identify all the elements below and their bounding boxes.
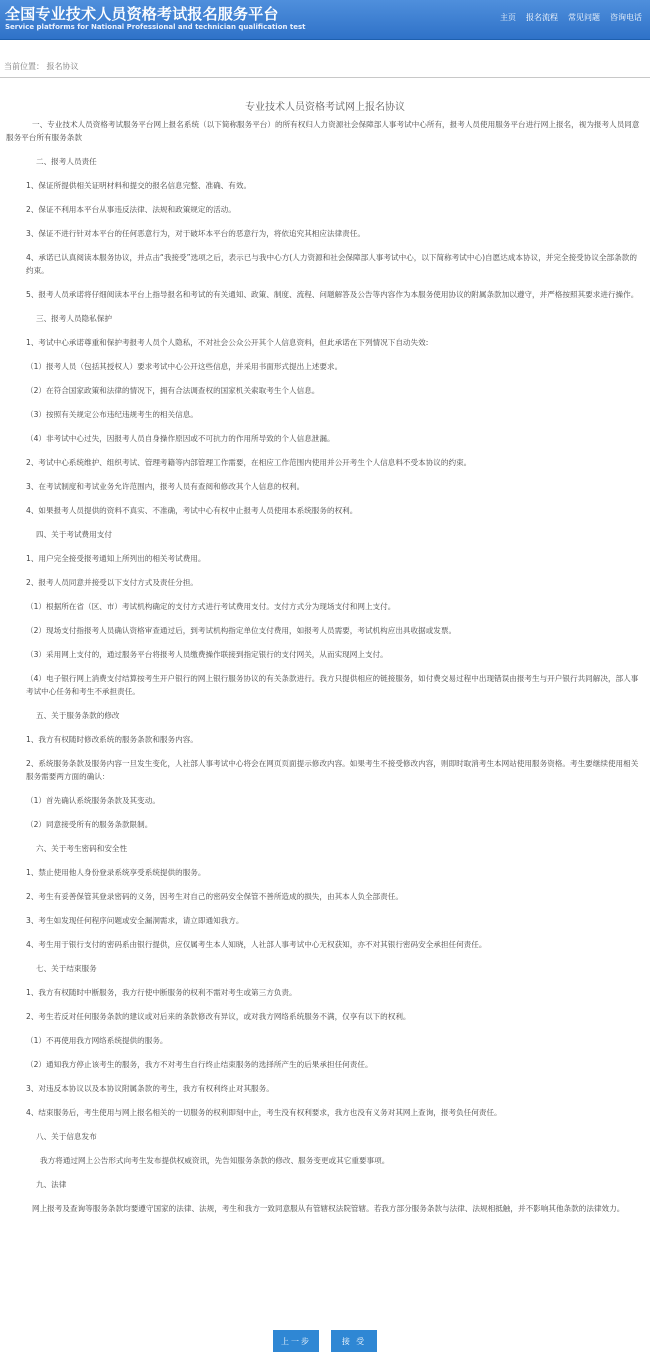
agreement-paragraph: （1）首先确认系统服务条款及其变动。 [26,796,160,805]
section-heading: 三、报考人员隐私保护 [36,314,112,323]
agreement-paragraph: （2）现场支付指报考人员确认资格审查通过后，到考试机构指定单位支付费用，如报考人员需要，考试机构应出具收据或发票。 [26,626,457,635]
agreement-paragraph: 网上报考及查询等服务条款均要遵守国家的法律、法规，考生和我方一致同意服从有管辖权法院管辖。若我方部分服务条款与法律、法规相抵触，并不影响其他条款的法律效力。 [32,1204,625,1213]
agreement-paragraph: 2、考生若反对任何服务条款的建议或对后来的条款修改有异议，或对我方网络系统服务不满，仅享有以下的权利。 [26,1012,411,1021]
agreement-paragraph: （2）在符合国家政策和法律的情况下，拥有合法调查权的国家机关索取考生个人信息。 [26,386,320,395]
agreement-paragraph: （4）电子银行网上消费支付结算按考生开户银行的网上银行服务协议的有关条款进行。我方只提供相应的链接服务，如付费交易过程中出现错误由报考生与开户银行共同解决，部人事考试中心任务和考生不承担责任。 [26,674,639,696]
site-title: 全国专业技术人员资格考试报名服务平台 [5,5,279,23]
nav-registration-process[interactable]: 报名流程 [526,13,558,22]
nav-faq[interactable]: 常见问题 [568,13,600,22]
agreement-paragraph: （4）非考试中心过失，因报考人员自身操作原因或不可抗力的作用所导致的个人信息泄漏。 [26,434,335,443]
breadcrumb-bar [0,56,650,78]
accept-button[interactable]: 接 受 [331,1330,377,1352]
site-subtitle: Service platforms for National Professional and technician qualification test [5,23,306,31]
nav-hotline[interactable]: 咨询电话 [610,13,642,22]
agreement-paragraph: 1、我方有权随时中断服务，我方行使中断服务的权利不需对考生或第三方负责。 [26,988,297,997]
agreement-paragraph: 2、报考人员同意并接受以下支付方式及责任分担。 [26,578,198,587]
agreement-paragraph: （3）按照有关规定公布违纪违规考生的相关信息。 [26,410,198,419]
agreement-paragraph: 一、专业技术人员资格考试服务平台网上报名系统（以下简称服务平台）的所有权归人力资源社会保障部人事考试中心所有，报考人员使用服务平台进行网上报名，视为报考人员同意服务平台所有服务条款 [6,120,640,142]
agreement-paragraph: 4、考生用于银行支付的密码系由银行提供，应仅属考生本人知晓，人社部人事考试中心无权获知，亦不对其银行密码安全承担任何责任。 [26,940,487,949]
section-heading: 七、关于结束服务 [36,964,97,973]
agreement-paragraph: （1）报考人员（包括其授权人）要求考试中心公开这些信息，并采用书面形式提出上述要求。 [26,362,343,371]
agreement-paragraph: 3、对违反本协议以及本协议附属条款的考生，我方有权利终止对其服务。 [26,1084,274,1093]
agreement-paragraph: 1、用户完全接受报考通知上所列出的相关考试费用。 [26,554,206,563]
agreement-title: 专业技术人员资格考试网上报名协议 [245,102,405,113]
section-heading: 五、关于服务条款的修改 [36,711,120,720]
site-header [0,0,650,40]
action-bar [0,1330,650,1352]
agreement-paragraph: （3）采用网上支付的，通过服务平台将报考人员缴费操作联接到指定银行的支付网关，从而实现网上支付。 [26,650,388,659]
agreement-paragraph: 4、如果报考人员提供的资料不真实、不准确，考试中心有权中止报考人员使用本系统服务的权利。 [26,506,358,515]
agreement-paragraph: 4、承诺已认真阅读本服务协议，并点击“我接受”选项之后，表示已与我中心方(人力资源和社会保障部人事考试中心，以下简称考试中心)自愿达成本协议，并完全接受协议全部条款的约束。 [26,253,637,275]
agreement-paragraph: 2、考生有妥善保管其登录密码的义务，因考生对自己的密码安全保管不善所造成的损失，由其本人负全部责任。 [26,892,403,901]
agreement-paragraph: 3、考生如发现任何程序问题或安全漏洞需求，请立即通知我方。 [26,916,244,925]
agreement-paragraph: 2、保证不利用本平台从事违反法律、法规和政策规定的活动。 [26,205,236,214]
agreement-paragraph: 2、系统服务条款及服务内容一旦发生变化，人社部人事考试中心将会在网页页面提示修改内容。如果考生不接受修改内容，则即时取消考生本网站使用服务资格。考生要继续使用相关服务需要两方面的确认： [26,759,639,781]
section-heading: 二、报考人员责任 [36,157,97,166]
section-heading: 六、关于考生密码和安全性 [36,844,128,853]
top-nav [500,12,642,23]
section-heading: 九、法律 [36,1180,67,1189]
agreement-paragraph: （1）根据所在省（区、市）考试机构确定的支付方式进行考试费用支付。支付方式分为现场支付和网上支付。 [26,602,396,611]
agreement-paragraph: 1、我方有权随时修改系统的服务条款和服务内容。 [26,735,198,744]
breadcrumb: 当前位置： 报名协议 [4,62,79,71]
section-heading: 八、关于信息发布 [36,1132,97,1141]
section-heading: 四、关于考试费用支付 [36,530,112,539]
agreement-paragraph: （2）同意接受所有的服务条款限制。 [26,820,153,829]
agreement-paragraph: 3、保证不进行针对本平台的任何恶意行为，对于破坏本平台的恶意行为，将依追究其相应法律责任。 [26,229,365,238]
agreement-paragraph: 4、结束服务后，考生使用与网上报名相关的一切服务的权利即刻中止，考生没有权利要求，我方也没有义务对其网上查询，报考负任何责任。 [26,1108,502,1117]
agreement-paragraph: 5、报考人员承诺将仔细阅读本平台上指导报名和考试的有关通知、政策、制度、流程、问题解答及公告等内容作为本服务使用协议的附属条款加以遵守，并严格按照其要求进行操作。 [26,290,639,299]
previous-step-button[interactable]: 上一步 [273,1330,319,1352]
agreement-paragraph: 1、禁止使用他人身份登录系统享受系统提供的服务。 [26,868,206,877]
agreement-paragraph: 我方将通过网上公告形式向考生发布提供权威资讯，先告知服务条款的修改、服务变更或其它重要事项。 [40,1156,390,1165]
agreement-body [0,118,650,1226]
agreement-paragraph: 2、考试中心系统维护、组织考试、管理考籍等内部管理工作需要，在相应工作范围内使用并公开考生个人信息料不受本协议的约束。 [26,458,472,467]
agreement-paragraph: （2）通知我方停止该考生的服务，我方不对考生自行终止结束服务的选择所产生的后果承担任何责任。 [26,1060,373,1069]
agreement-paragraph: 3、在考试制度和考试业务允许范围内，报考人员有查阅和修改其个人信息的权利。 [26,482,305,491]
agreement-paragraph: 1、考试中心承诺尊重和保护考报考人员个人隐私，不对社会公众公开其个人信息资料，但此承诺在下列情况下自动失效: [26,338,429,347]
nav-home[interactable]: 主页 [500,13,516,22]
agreement-paragraph: （1）不再使用我方网络系统提供的服务。 [26,1036,168,1045]
agreement-paragraph: 1、保证所提供相关证明材料和提交的报名信息完整、准确、有效。 [26,181,252,190]
